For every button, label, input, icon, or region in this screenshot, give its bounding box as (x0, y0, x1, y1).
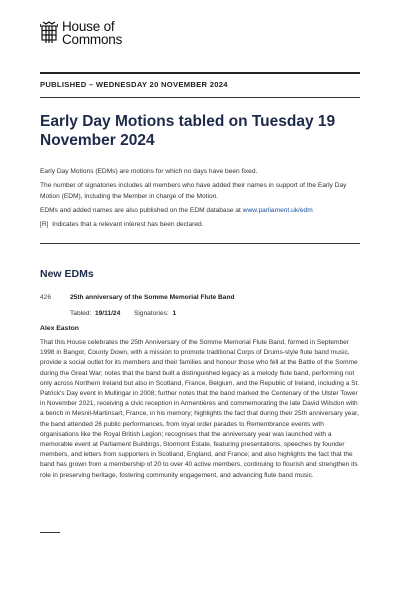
motion-title: 25th anniversary of the Somme Memorial Flute Band (70, 294, 235, 301)
intro-paragraph-3 (40, 205, 360, 216)
relevant-interest-text: Indicates that a relevant interest has been declared. (52, 221, 204, 228)
top-divider (40, 72, 360, 74)
intro-paragraph-1: Early Day Motions (EDMs) are motions for which no days have been fixed. (40, 168, 258, 175)
published-date: PUBLISHED – WEDNESDAY 20 NOVEMBER 2024 (40, 80, 228, 89)
intro-text (40, 166, 360, 233)
logo-text (62, 20, 122, 46)
house-of-commons-logo (40, 20, 122, 46)
edm-database-text: EDMs and added names are also published on the EDM database at (40, 207, 243, 214)
signatories-label: Signatories: (133, 310, 169, 317)
end-divider (40, 532, 60, 533)
page-title: Early Day Motions tabled on Tuesday 19 November 2024 (40, 113, 336, 149)
tabled-value: 19/11/24 (94, 310, 121, 317)
motion-meta (70, 310, 176, 317)
intro-paragraph-2: The number of signatories includes all members who have added their names in support of the Early Day Motion (EDM), including the Member in charge of the Motion. (40, 182, 347, 200)
published-divider (40, 97, 360, 98)
logo-line-1: House of (62, 19, 115, 34)
edm-database-link[interactable]: www.parliament.uk/edm (242, 207, 313, 214)
section-title: New EDMs (40, 268, 94, 280)
intro-paragraph-4 (40, 219, 360, 230)
motion-number: 426 (40, 294, 52, 301)
section-divider (40, 243, 360, 244)
signatories-value: 1 (172, 310, 177, 317)
tabled-label: Tabled: (70, 310, 92, 317)
motion-text: That this House celebrates the 25th Anniversary of the Somme Memorial Flute Band, formed in September 1998 in Bangor, County Down, with a mission to promote traditional Corps of Drums-style flute band music, provide a social outlet for its members and their families and honour those who fell at the Battle of the Somme during the Great War; notes that the band built a distinguished legacy as a melody flute band, performing not only across Northern Ireland but also in Scotland, France, Belgium, and the Republic of Ireland, including a St. Patrick's Day event in Mullingar in 2008; further notes that the band marked the Centenary of the Ulster Tower in November 2021, receiving a civic reception in Armentières and commemorating the late David Wilsdon with a bench in Mesnil-Martinsart, France, in his memory; highlights the fact that during their 25th anniversary year, the band attended 26 public performances, from loyal order parades to Remembrance events with organisations like the Royal British Legion; recognises that the anniversary year was launched with a memorable event at Parliament Buildings, Stormont Estate, featuring presentations, speeches by founder members, and letters from supporters in Scotland, England, and France; and also highlights the fact that the band has grown from a membership of 20 to over 40 active members, continuing to flourish and strengthen its role in preserving heritage, fostering community engagement, and advancing flute band music. (40, 339, 360, 479)
portcullis-icon (40, 21, 58, 45)
relevant-interest-tag: [R] (40, 221, 49, 228)
logo-line-2: Commons (62, 32, 123, 47)
member-name: Alex Easton (40, 325, 79, 332)
